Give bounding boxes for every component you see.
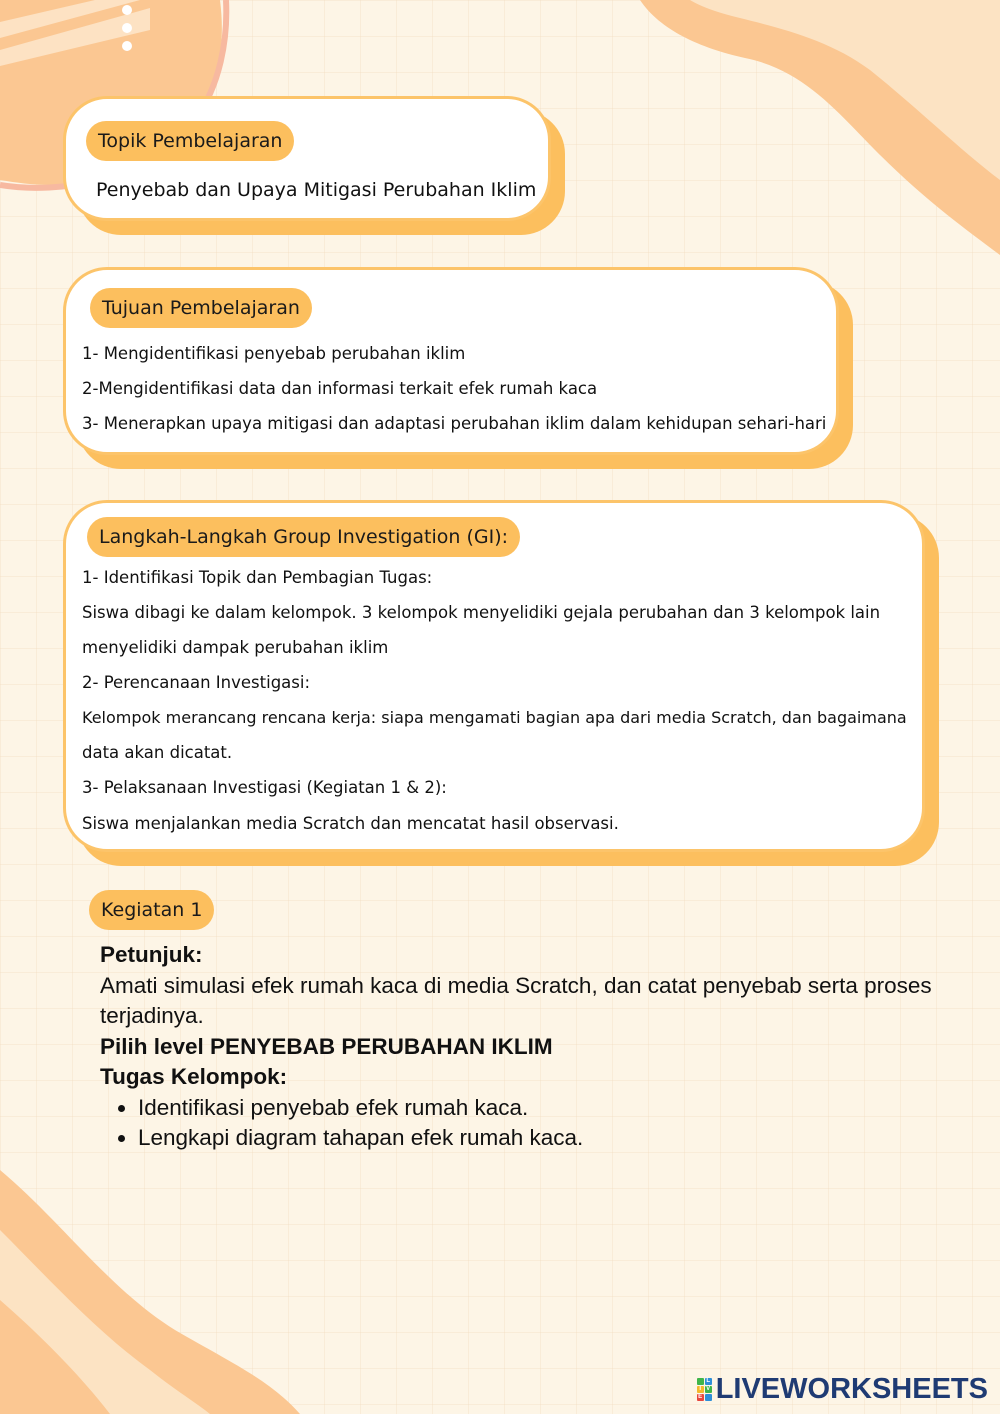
level-text: Pilih level PENYEBAB PERUBAHAN IKLIM	[100, 1033, 553, 1059]
tasks-title: Tugas Kelompok:	[100, 1064, 288, 1089]
liveworksheets-logo-icon	[697, 1378, 712, 1401]
steps-line-1: 1- Identifikasi Topik dan Pembagian Tugas:	[82, 568, 433, 587]
steps-line-8: Siswa menjalankan media Scratch dan mencatat hasil observasi.	[82, 814, 619, 833]
objectives-label: Tujuan Pembelajaran	[90, 288, 312, 328]
objective-item-2: 2-Mengidentifikasi data dan informasi terkait efek rumah kaca	[82, 379, 598, 398]
topic-label: Topik Pembelajaran	[86, 121, 294, 161]
dot-1	[122, 5, 132, 15]
instructions-text: Amati simulasi efek rumah kaca di media Scratch, dan catat penyebab serta proses terjadinya.	[100, 972, 932, 1028]
tasks-list	[100, 1093, 940, 1154]
liveworksheets-logo	[697, 1373, 988, 1406]
dot-3	[122, 41, 132, 51]
task-item-2: • Lengkapi diagram tahapan efek rumah kaca.	[138, 1123, 940, 1154]
steps-line-3: menyelidiki dampak perubahan iklim	[82, 638, 389, 657]
dot-2	[122, 23, 132, 33]
topic-text: Penyebab dan Upaya Mitigasi Perubahan Iklim	[96, 179, 537, 201]
activity-label: Kegiatan 1	[89, 890, 214, 930]
logo-letter-e: E	[698, 1394, 703, 1400]
logo-letter-v: V	[706, 1386, 711, 1392]
steps-line-6: data akan dicatat.	[82, 743, 233, 762]
steps-line-2: Siswa dibagi ke dalam kelompok. 3 kelompok menyelidiki gejala perubahan dan 3 kelompok lain	[82, 603, 881, 622]
instructions-title: Petunjuk:	[100, 942, 203, 967]
steps-line-7: 3- Pelaksanaan Investigasi (Kegiatan 1 & 2):	[82, 778, 447, 797]
objective-item-1: 1- Mengidentifikasi penyebab perubahan iklim	[82, 344, 466, 363]
objective-item-3: 3- Menerapkan upaya mitigasi dan adaptasi perubahan iklim dalam kehidupan sehari-hari	[82, 414, 827, 433]
steps-line-5: Kelompok merancang rencana kerja: siapa mengamati bagian apa dari media Scratch, dan bagaimana	[82, 708, 907, 727]
logo-letter-i: I	[697, 1386, 704, 1393]
steps-line-4: 2- Perencanaan Investigasi:	[82, 673, 311, 692]
task-item-1: • Identifikasi penyebab efek rumah kaca.	[138, 1093, 940, 1124]
liveworksheets-logo-text: LIVEWORKSHEETS	[715, 1373, 988, 1405]
steps-label: Langkah-Langkah Group Investigation (GI):	[87, 517, 520, 557]
activity-instructions	[100, 940, 940, 1154]
logo-letter-l: L	[706, 1378, 711, 1384]
